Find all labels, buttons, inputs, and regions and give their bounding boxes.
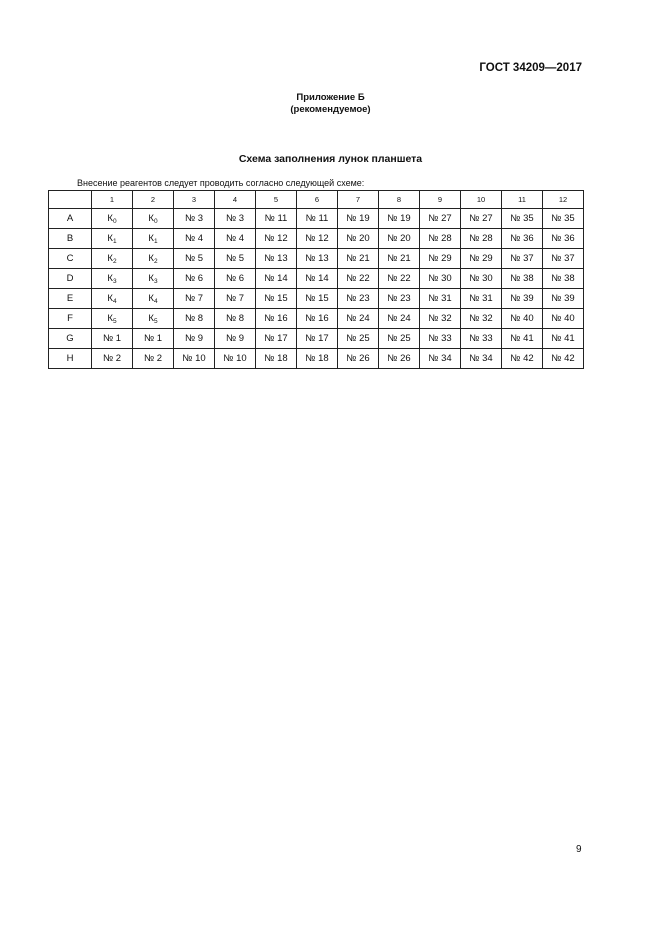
column-header: 5 (256, 191, 297, 209)
well-cell (297, 289, 338, 309)
well-cell (256, 269, 297, 289)
well-cell-text: № 39 (510, 293, 534, 304)
well-cell-text: № 21 (387, 253, 411, 264)
well-cell (379, 209, 420, 229)
well-cell-text: № 14 (264, 273, 288, 284)
well-cell (174, 309, 215, 329)
well-cell (338, 329, 379, 349)
well-cell-text: № 19 (387, 213, 411, 224)
well-cell (461, 289, 502, 309)
well-cell (379, 349, 420, 369)
well-cell (133, 309, 174, 329)
well-cell-text: № 30 (428, 273, 452, 284)
well-cell-text: № 9 (225, 333, 245, 344)
well-cell-text: К (148, 313, 154, 324)
well-cell (543, 229, 584, 249)
column-header: 9 (420, 191, 461, 209)
well-cell-text: № 2 (143, 353, 163, 364)
well-cell-subscript: 5 (112, 318, 117, 325)
row-label: C (49, 249, 92, 269)
well-cell-text: № 4 (225, 233, 245, 244)
well-cell (174, 209, 215, 229)
well-cell-subscript: 3 (112, 278, 117, 285)
row-label: D (49, 269, 92, 289)
well-cell-text: № 3 (184, 213, 204, 224)
well-cell-text: № 8 (184, 313, 204, 324)
table-row (49, 349, 584, 369)
well-cell (543, 249, 584, 269)
well-cell-text: № 23 (346, 293, 370, 304)
well-cell-text: № 9 (184, 333, 204, 344)
well-cell (256, 309, 297, 329)
well-cell-text: № 25 (387, 333, 411, 344)
well-cell (215, 209, 256, 229)
well-cell (256, 329, 297, 349)
column-header: 6 (297, 191, 338, 209)
well-cell (297, 329, 338, 349)
table-body (49, 209, 584, 369)
well-cell (420, 349, 461, 369)
well-cell-text: № 28 (469, 233, 493, 244)
well-cell-text: № 25 (346, 333, 370, 344)
intro-text: Внесение реагентов следует проводить согласно следующей схеме: (77, 178, 365, 188)
well-cell (502, 229, 543, 249)
appendix-title: Приложение Б (296, 92, 365, 103)
well-cell (461, 309, 502, 329)
column-header: 10 (461, 191, 502, 209)
well-cell (502, 309, 543, 329)
well-cell-text: № 26 (346, 353, 370, 364)
well-cell (502, 209, 543, 229)
well-cell (461, 209, 502, 229)
well-cell (420, 229, 461, 249)
well-cell (92, 329, 133, 349)
well-cell (133, 229, 174, 249)
well-cell (215, 349, 256, 369)
well-cell (215, 329, 256, 349)
well-cell-subscript: 1 (112, 238, 117, 245)
well-cell-text: К (107, 253, 113, 264)
well-cell-text: № 34 (469, 353, 493, 364)
well-cell (92, 309, 133, 329)
column-header: 4 (215, 191, 256, 209)
well-cell (133, 249, 174, 269)
well-cell (461, 249, 502, 269)
standard-designation: ГОСТ 34209—2017 (479, 62, 582, 74)
well-cell-text: № 12 (305, 233, 329, 244)
well-cell-subscript: 4 (112, 298, 117, 305)
well-cell (297, 229, 338, 249)
well-cell-text: № 29 (428, 253, 452, 264)
well-cell-text: № 17 (264, 333, 288, 344)
well-cell-subscript: 0 (153, 218, 158, 225)
well-cell (338, 269, 379, 289)
well-cell (461, 269, 502, 289)
well-cell (502, 289, 543, 309)
well-cell-text: № 42 (510, 353, 534, 364)
well-cell-text: К (107, 273, 113, 284)
well-cell (133, 349, 174, 369)
well-cell-text: № 10 (182, 353, 206, 364)
well-cell (256, 229, 297, 249)
table-row (49, 329, 584, 349)
well-cell (379, 289, 420, 309)
well-cell-text: К (107, 293, 113, 304)
well-cell-text: № 26 (387, 353, 411, 364)
well-cell (502, 349, 543, 369)
well-cell-text: № 36 (510, 233, 534, 244)
well-cell (256, 289, 297, 309)
well-cell-text: № 21 (346, 253, 370, 264)
appendix-status: (рекомендуемое) (290, 104, 371, 115)
well-cell-text: № 18 (305, 353, 329, 364)
well-cell (543, 349, 584, 369)
well-cell (338, 349, 379, 369)
well-cell (133, 269, 174, 289)
well-cell (256, 349, 297, 369)
well-cell (297, 309, 338, 329)
well-cell-text: № 22 (387, 273, 411, 284)
well-cell-text: К (107, 233, 113, 244)
well-cell (420, 269, 461, 289)
well-cell-text: № 33 (469, 333, 493, 344)
well-cell-text: № 40 (551, 313, 575, 324)
well-cell (543, 289, 584, 309)
well-cell-text: № 38 (551, 273, 575, 284)
well-cell-subscript: 1 (153, 238, 158, 245)
plate-scheme-table (48, 190, 584, 369)
well-cell (543, 309, 584, 329)
well-cell (461, 349, 502, 369)
well-cell (338, 249, 379, 269)
well-cell-text: № 24 (387, 313, 411, 324)
corner-cell (49, 191, 92, 209)
well-cell-text: № 37 (551, 253, 575, 264)
well-cell-text: № 6 (225, 273, 245, 284)
well-cell (502, 249, 543, 269)
well-cell-text: № 10 (223, 353, 247, 364)
well-cell (174, 329, 215, 349)
well-cell-text: № 20 (387, 233, 411, 244)
column-header: 7 (338, 191, 379, 209)
well-cell-text: № 31 (469, 293, 493, 304)
well-cell (215, 269, 256, 289)
well-cell-text: № 12 (264, 233, 288, 244)
well-cell (420, 289, 461, 309)
well-cell-text: № 33 (428, 333, 452, 344)
well-cell-text: № 32 (469, 313, 493, 324)
well-cell-text: № 19 (346, 213, 370, 224)
well-cell (92, 229, 133, 249)
table-row (49, 249, 584, 269)
well-cell-text: К (148, 213, 154, 224)
well-cell-text: № 41 (551, 333, 575, 344)
well-cell (133, 329, 174, 349)
row-label: B (49, 229, 92, 249)
well-cell-text: № 34 (428, 353, 452, 364)
well-cell-text: № 39 (551, 293, 575, 304)
well-cell-text: К (148, 253, 154, 264)
well-cell-text: № 11 (264, 213, 288, 224)
well-cell-text: № 41 (510, 333, 534, 344)
row-label: A (49, 209, 92, 229)
well-cell-text: № 13 (305, 253, 329, 264)
well-cell (92, 289, 133, 309)
well-cell-text: К (148, 273, 154, 284)
column-header: 8 (379, 191, 420, 209)
well-cell (543, 269, 584, 289)
well-cell-text: К (148, 293, 154, 304)
row-label: E (49, 289, 92, 309)
table-row (49, 269, 584, 289)
well-cell-text: К (148, 233, 154, 244)
well-cell-text: № 35 (551, 213, 575, 224)
well-cell-text: № 22 (346, 273, 370, 284)
well-cell-text: № 14 (305, 273, 329, 284)
well-cell-subscript: 0 (112, 218, 117, 225)
well-cell-text: № 11 (305, 213, 329, 224)
well-cell (215, 249, 256, 269)
well-cell (133, 289, 174, 309)
well-cell-text: № 27 (469, 213, 493, 224)
well-cell-text: № 5 (184, 253, 204, 264)
well-cell-text: К (107, 213, 113, 224)
well-cell-text: № 16 (264, 313, 288, 324)
column-header: 11 (502, 191, 543, 209)
well-cell-text: № 36 (551, 233, 575, 244)
well-cell-subscript: 5 (153, 318, 158, 325)
column-header: 12 (543, 191, 584, 209)
well-cell-text: № 15 (305, 293, 329, 304)
well-cell-text: № 16 (305, 313, 329, 324)
well-cell (420, 309, 461, 329)
well-cell-text: № 32 (428, 313, 452, 324)
table-row (49, 209, 584, 229)
well-cell (543, 209, 584, 229)
table-row (49, 229, 584, 249)
well-cell (379, 329, 420, 349)
well-cell (92, 249, 133, 269)
well-cell (338, 229, 379, 249)
well-cell-subscript: 2 (153, 258, 158, 265)
well-cell (174, 289, 215, 309)
well-cell (297, 249, 338, 269)
page-number: 9 (576, 844, 582, 855)
well-cell (174, 249, 215, 269)
well-cell (174, 229, 215, 249)
well-cell-subscript: 3 (153, 278, 158, 285)
row-label: G (49, 329, 92, 349)
well-cell-text: № 23 (387, 293, 411, 304)
well-cell (256, 249, 297, 269)
well-cell-text: № 20 (346, 233, 370, 244)
table-row (49, 309, 584, 329)
column-header: 1 (92, 191, 133, 209)
well-cell-text: К (107, 313, 113, 324)
section-title: Схема заполнения лунок планшета (238, 153, 423, 165)
table-row (49, 289, 584, 309)
well-cell (502, 329, 543, 349)
well-cell (297, 269, 338, 289)
well-cell (338, 309, 379, 329)
well-cell (543, 329, 584, 349)
well-cell-text: № 8 (225, 313, 245, 324)
well-cell-subscript: 4 (153, 298, 158, 305)
well-cell-text: № 15 (264, 293, 288, 304)
well-cell (420, 329, 461, 349)
column-header: 3 (174, 191, 215, 209)
well-cell-text: № 42 (551, 353, 575, 364)
well-cell-text: № 3 (225, 213, 245, 224)
well-cell-text: № 38 (510, 273, 534, 284)
well-cell-text: № 2 (102, 353, 122, 364)
well-cell-text: № 17 (305, 333, 329, 344)
well-cell-text: № 28 (428, 233, 452, 244)
well-cell-text: № 31 (428, 293, 452, 304)
well-cell-text: № 30 (469, 273, 493, 284)
well-cell (338, 289, 379, 309)
well-cell-text: № 1 (143, 333, 163, 344)
well-cell-text: № 4 (184, 233, 204, 244)
well-cell-text: № 13 (264, 253, 288, 264)
well-cell-text: № 7 (184, 293, 204, 304)
well-cell (215, 289, 256, 309)
well-cell (420, 209, 461, 229)
well-cell-text: № 18 (264, 353, 288, 364)
well-cell (297, 209, 338, 229)
well-cell (297, 349, 338, 369)
well-cell (92, 349, 133, 369)
well-cell-text: № 24 (346, 313, 370, 324)
well-cell (379, 309, 420, 329)
well-cell (133, 209, 174, 229)
well-cell-text: № 5 (225, 253, 245, 264)
well-cell (502, 269, 543, 289)
well-cell (215, 229, 256, 249)
well-cell-text: № 40 (510, 313, 534, 324)
well-cell-subscript: 2 (112, 258, 117, 265)
well-cell (338, 209, 379, 229)
well-cell (256, 209, 297, 229)
well-cell (174, 269, 215, 289)
well-cell (461, 329, 502, 349)
well-cell (215, 309, 256, 329)
well-cell (92, 209, 133, 229)
well-cell (92, 269, 133, 289)
well-cell (420, 249, 461, 269)
row-label: F (49, 309, 92, 329)
well-cell-text: № 6 (184, 273, 204, 284)
table-header-row (49, 191, 584, 209)
well-cell (174, 349, 215, 369)
well-cell-text: № 27 (428, 213, 452, 224)
well-cell (379, 249, 420, 269)
well-cell (379, 229, 420, 249)
well-cell-text: № 35 (510, 213, 534, 224)
well-cell-text: № 7 (225, 293, 245, 304)
well-cell (379, 269, 420, 289)
well-cell-text: № 29 (469, 253, 493, 264)
row-label: H (49, 349, 92, 369)
column-header: 2 (133, 191, 174, 209)
well-cell-text: № 37 (510, 253, 534, 264)
well-cell (461, 229, 502, 249)
well-cell-text: № 1 (102, 333, 122, 344)
